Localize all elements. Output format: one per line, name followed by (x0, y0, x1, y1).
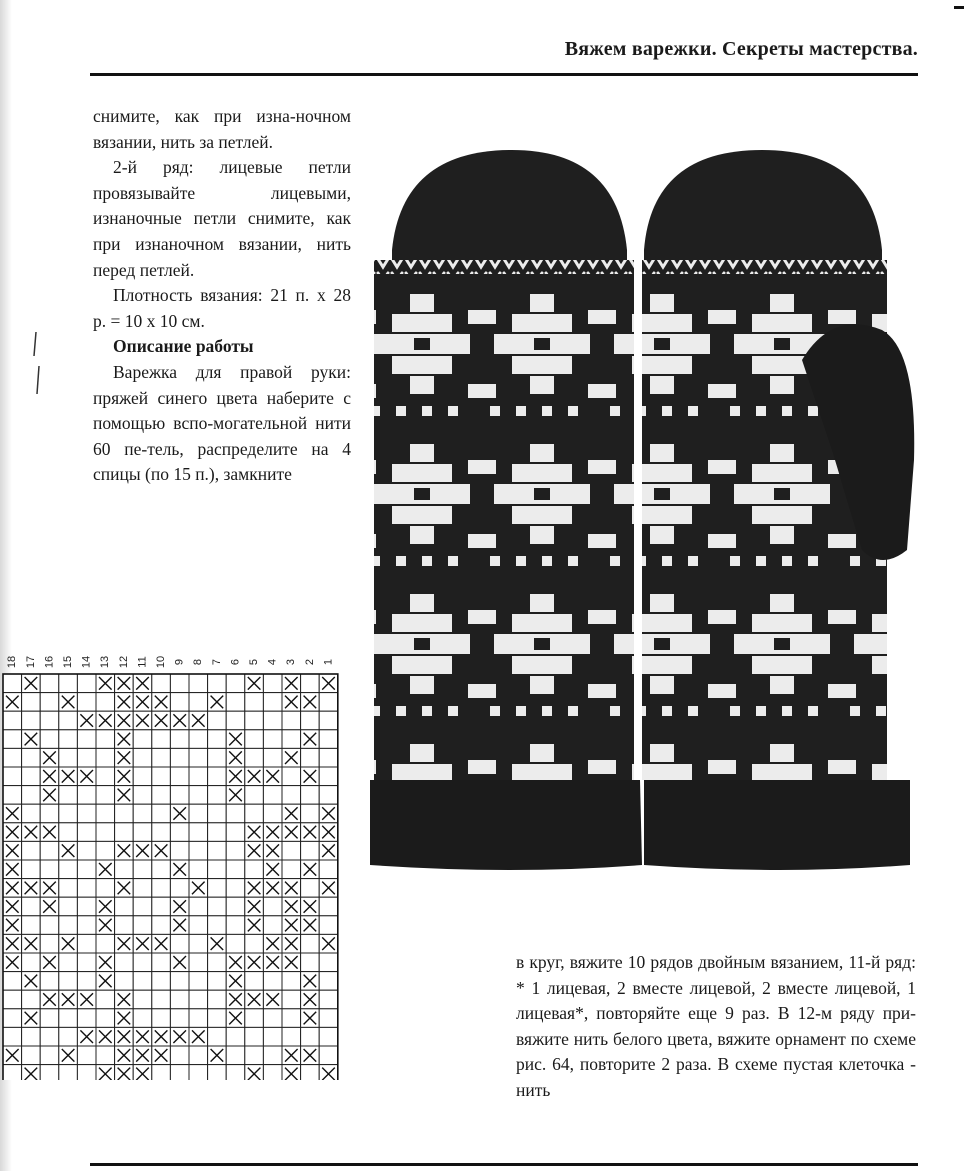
chart-cell (152, 804, 171, 823)
chart-cell (96, 730, 115, 749)
running-title: Вяжем варежки. Секреты мастерства. (564, 38, 918, 60)
chart-cell (40, 972, 59, 991)
chart-cell (263, 897, 282, 916)
chart-cell (96, 804, 115, 823)
section-title: Описание работы (113, 336, 254, 357)
chart-cell (133, 860, 152, 879)
chart-cell (96, 934, 115, 953)
chart-cell (301, 804, 320, 823)
chart-cell (133, 804, 152, 823)
chart-cell (40, 1009, 59, 1028)
mittens-photo (362, 130, 922, 890)
chart-cell (226, 693, 245, 712)
chart-cell (282, 786, 301, 805)
chart-cell (245, 786, 264, 805)
chart-cell (226, 804, 245, 823)
chart-cell (263, 674, 282, 693)
chart-cell (226, 1065, 245, 1080)
chart-cell (115, 860, 134, 879)
chart-cell (77, 953, 96, 972)
chart-cell (245, 934, 264, 953)
chart-cell (319, 1027, 338, 1046)
chart-cell (40, 860, 59, 879)
chart-cell (152, 879, 171, 898)
chart-cell (22, 953, 41, 972)
chart-cell (189, 767, 208, 786)
chart-cell (22, 860, 41, 879)
chart-cell (319, 1065, 338, 1080)
chart-cell (226, 1046, 245, 1065)
chart-cell (152, 972, 171, 991)
chart-cell (282, 730, 301, 749)
chart-cell (40, 1027, 59, 1046)
chart-cell (208, 879, 227, 898)
chart-cell (133, 990, 152, 1009)
chart-cell (152, 953, 171, 972)
chart-cell (133, 879, 152, 898)
chart-cell (22, 711, 41, 730)
chart-cell (22, 693, 41, 712)
corner-mark (954, 6, 964, 9)
chart-cell (170, 841, 189, 860)
chart-cell (208, 674, 227, 693)
chart-cell (59, 1065, 78, 1080)
chart-cell (226, 916, 245, 935)
chart-cell (189, 804, 208, 823)
chart-cell (208, 823, 227, 842)
chart-cell (115, 972, 134, 991)
chart-cell (77, 1009, 96, 1028)
chart-cell (133, 786, 152, 805)
chart-cell (263, 1009, 282, 1028)
chart-cell (170, 674, 189, 693)
chart-cell (208, 972, 227, 991)
chart-cell (282, 990, 301, 1009)
chart-cell (208, 1009, 227, 1028)
pencil-mark-icon (30, 330, 44, 400)
chart-cell (115, 1065, 134, 1080)
chart-cell (170, 730, 189, 749)
chart-cell (115, 953, 134, 972)
chart-cell (40, 1065, 59, 1080)
column-number-label: 11 (136, 656, 149, 668)
chart-cell (115, 897, 134, 916)
chart-cell (208, 860, 227, 879)
chart-cell (96, 823, 115, 842)
chart-cell (59, 711, 78, 730)
chart-cell (77, 693, 96, 712)
chart-cell (77, 674, 96, 693)
column-number-label: 6 (229, 658, 242, 666)
chart-cell (22, 1027, 41, 1046)
chart-cell (152, 674, 171, 693)
chart-cell (77, 748, 96, 767)
chart-cell (77, 841, 96, 860)
chart-cell (22, 916, 41, 935)
chart-cell (133, 748, 152, 767)
chart-cell (208, 786, 227, 805)
chart-cell (59, 786, 78, 805)
header-rule (90, 73, 918, 76)
chart-cell (22, 897, 41, 916)
chart-cell (59, 804, 78, 823)
chart-cell (133, 1009, 152, 1028)
chart-cell (96, 1046, 115, 1065)
chart-cell (189, 674, 208, 693)
chart-cell (77, 823, 96, 842)
bottom-text-column (516, 950, 916, 1104)
chart-cell (189, 990, 208, 1009)
chart-cell (115, 804, 134, 823)
chart-cell (189, 1009, 208, 1028)
chart-cell (96, 841, 115, 860)
column-number-label: 1 (322, 658, 335, 666)
chart-cell (59, 860, 78, 879)
chart-cell (40, 711, 59, 730)
chart-cell (133, 953, 152, 972)
chart-cell (301, 786, 320, 805)
chart-cell (226, 841, 245, 860)
chart-cell (319, 990, 338, 1009)
chart-cell (301, 1065, 320, 1080)
chart-cell (96, 1009, 115, 1028)
chart-cell (77, 916, 96, 935)
chart-cell (301, 953, 320, 972)
chart-cell (208, 897, 227, 916)
chart-cell (282, 1065, 301, 1080)
chart-cell (170, 972, 189, 991)
chart-cell (282, 1009, 301, 1028)
chart-cell (40, 1046, 59, 1065)
chart-cell (301, 711, 320, 730)
chart-cell (301, 748, 320, 767)
chart-cell (245, 693, 264, 712)
chart-cell (301, 934, 320, 953)
chart-cell (208, 767, 227, 786)
chart-cell (263, 1046, 282, 1065)
chart-cell (96, 693, 115, 712)
chart-cell (263, 972, 282, 991)
knitting-chart-svg (0, 640, 352, 1080)
chart-cell (96, 786, 115, 805)
column-number-label: 9 (173, 658, 186, 666)
chart-cell (170, 1065, 189, 1080)
knitting-chart (0, 640, 352, 1080)
chart-cell (226, 879, 245, 898)
column-number-label: 3 (285, 658, 298, 666)
chart-cell (115, 823, 134, 842)
chart-cell (319, 767, 338, 786)
chart-cell (189, 916, 208, 935)
chart-cell (77, 1046, 96, 1065)
chart-cell (3, 674, 22, 693)
chart-cell (263, 730, 282, 749)
chart-cell (282, 767, 301, 786)
chart-cell (319, 916, 338, 935)
paragraph-gauge: Плотность вязания: 21 п. х 28 р. = 10 х 10 см. (93, 285, 351, 331)
chart-cell (208, 711, 227, 730)
chart-cell (59, 823, 78, 842)
chart-cell (59, 674, 78, 693)
chart-cell (59, 748, 78, 767)
chart-cell (59, 972, 78, 991)
chart-cell (263, 1065, 282, 1080)
chart-cell (22, 1046, 41, 1065)
chart-cell (152, 916, 171, 935)
chart-cell (170, 748, 189, 767)
paragraph-row-2: 2-й ряд: лицевые петли провязывайте лицевыми, изнаночные петли снимите, как при изнаночном вязании, нить перед петлей. (93, 157, 351, 280)
right-mitten (642, 150, 914, 870)
chart-cell (319, 786, 338, 805)
chart-cell (152, 990, 171, 1009)
column-number-label: 15 (62, 655, 75, 669)
chart-cell (245, 748, 264, 767)
chart-cell (189, 786, 208, 805)
chart-cell (170, 934, 189, 953)
chart-cell (226, 934, 245, 953)
chart-cell (22, 990, 41, 1009)
chart-cell (226, 674, 245, 693)
chart-cell (263, 786, 282, 805)
chart-cell (245, 804, 264, 823)
chart-cell (40, 693, 59, 712)
chart-cell (96, 767, 115, 786)
chart-cell (40, 916, 59, 935)
chart-cell (245, 860, 264, 879)
column-number-label: 5 (248, 658, 261, 666)
chart-cell (282, 711, 301, 730)
chart-cell (189, 897, 208, 916)
chart-cell (208, 804, 227, 823)
chart-cell (96, 879, 115, 898)
chart-cell (152, 1065, 171, 1080)
chart-cell (245, 972, 264, 991)
chart-cell (282, 972, 301, 991)
chart-cell (77, 730, 96, 749)
chart-cell (170, 879, 189, 898)
chart-cell (77, 897, 96, 916)
chart-cell (245, 1065, 264, 1080)
chart-cell (208, 916, 227, 935)
chart-cell (3, 1009, 22, 1028)
chart-cell (170, 1046, 189, 1065)
chart-cell (170, 786, 189, 805)
chart-cell (263, 1027, 282, 1046)
chart-cell (59, 897, 78, 916)
chart-cell (245, 1009, 264, 1028)
chart-cell (319, 953, 338, 972)
chart-cell (96, 748, 115, 767)
chart-cell (133, 823, 152, 842)
chart-cell (3, 711, 22, 730)
chart-cell (115, 916, 134, 935)
chart-cell (40, 841, 59, 860)
chart-cell (301, 674, 320, 693)
chart-cell (3, 730, 22, 749)
chart-cell (319, 1009, 338, 1028)
chart-cell (245, 1027, 264, 1046)
chart-cell (96, 990, 115, 1009)
column-number-label: 4 (266, 658, 279, 666)
chart-cell (133, 767, 152, 786)
chart-cell (319, 711, 338, 730)
chart-cell (152, 823, 171, 842)
chart-cell (170, 1009, 189, 1028)
chart-cell (59, 953, 78, 972)
chart-cell (226, 897, 245, 916)
chart-cell (208, 1027, 227, 1046)
chart-cell (263, 693, 282, 712)
chart-cell (133, 897, 152, 916)
chart-cell (319, 972, 338, 991)
chart-cell (152, 748, 171, 767)
chart-cell (22, 804, 41, 823)
column-number-label: 17 (24, 655, 37, 669)
chart-cell (22, 748, 41, 767)
chart-cell (319, 1046, 338, 1065)
chart-cell (77, 860, 96, 879)
chart-cell (319, 693, 338, 712)
chart-cell (77, 879, 96, 898)
chart-cell (263, 711, 282, 730)
chart-cell (77, 804, 96, 823)
chart-cell (59, 1027, 78, 1046)
chart-cell (189, 972, 208, 991)
chart-cell (319, 897, 338, 916)
chart-cell (226, 823, 245, 842)
chart-cell (40, 934, 59, 953)
chart-cell (263, 916, 282, 935)
chart-cell (3, 1065, 22, 1080)
chart-cell (3, 786, 22, 805)
chart-cell (282, 860, 301, 879)
chart-cell (189, 860, 208, 879)
chart-cell (263, 804, 282, 823)
chart-cell (170, 990, 189, 1009)
chart-cell (208, 1065, 227, 1080)
chart-cell (133, 730, 152, 749)
chart-cell (319, 730, 338, 749)
chart-cell (40, 804, 59, 823)
chart-cell (40, 674, 59, 693)
paragraph-instructions: в круг, вяжите 10 рядов двойным вязанием, 11-й ряд: * 1 лицевая, 2 вместе лицевой, 2 вместе лицевой, 1 лицевая*, повторяйте еще 9 раз. В 12-м ряду при-вяжите нить белого цвета, вяжите орнамент по схеме рис. 64, повторите 2 раза. В схеме пустая клеточка - нить (516, 952, 916, 1100)
chart-cell (152, 767, 171, 786)
chart-cell (133, 916, 152, 935)
chart-cell (22, 1065, 41, 1080)
chart-cell (282, 1027, 301, 1046)
chart-cell (245, 711, 264, 730)
chart-cell (152, 786, 171, 805)
chart-cell (77, 786, 96, 805)
column-number-label: 8 (192, 658, 205, 666)
chart-cell (77, 934, 96, 953)
column-number-label: 7 (210, 658, 223, 666)
chart-cell (22, 767, 41, 786)
chart-cell (226, 711, 245, 730)
chart-cell (170, 823, 189, 842)
chart-cell (189, 730, 208, 749)
chart-cell (208, 841, 227, 860)
chart-cell (226, 860, 245, 879)
chart-cell (170, 767, 189, 786)
chart-cell (208, 953, 227, 972)
chart-cell (189, 841, 208, 860)
left-mitten (370, 150, 642, 870)
column-number-label: 18 (6, 655, 19, 669)
column-number-label: 2 (303, 658, 316, 666)
column-number-label: 14 (80, 655, 93, 669)
chart-cell (189, 1046, 208, 1065)
chart-cell (208, 990, 227, 1009)
chart-cell (226, 1027, 245, 1046)
chart-cell (133, 1065, 152, 1080)
chart-cell (189, 934, 208, 953)
column-number-label: 16 (43, 655, 56, 669)
chart-cell (245, 1046, 264, 1065)
chart-cell (133, 972, 152, 991)
chart-cell (263, 748, 282, 767)
paragraph-continuation: снимите, как при изна-ночном вязании, нить за петлей. (93, 106, 351, 152)
chart-cell (77, 972, 96, 991)
chart-cell (208, 748, 227, 767)
chart-cell (319, 748, 338, 767)
chart-cell (59, 879, 78, 898)
chart-cell (189, 748, 208, 767)
chart-cell (189, 953, 208, 972)
chart-cell (3, 767, 22, 786)
chart-cell (319, 860, 338, 879)
chart-cell (301, 879, 320, 898)
column-number-label: 13 (99, 655, 112, 669)
chart-cell (208, 730, 227, 749)
column-number-label: 10 (155, 655, 168, 669)
chart-cell (59, 730, 78, 749)
chart-cell (301, 841, 320, 860)
chart-cell (77, 1065, 96, 1080)
chart-cell (3, 1027, 22, 1046)
chart-cell (22, 786, 41, 805)
chart-cell (40, 730, 59, 749)
column-number-label: 12 (117, 655, 130, 669)
chart-cell (301, 1027, 320, 1046)
chart-cell (152, 897, 171, 916)
chart-cell (189, 1065, 208, 1080)
chart-cell (189, 823, 208, 842)
chart-cell (3, 748, 22, 767)
paragraph-description: Варежка для правой руки: пряжей синего цвета наберите с помощью вспо-могательной нити 60 пе-тель, распределите на 4 спицы (по 15 п.), замкните (93, 361, 351, 485)
chart-cell (22, 841, 41, 860)
left-text-column (93, 104, 351, 488)
chart-cell (59, 1009, 78, 1028)
chart-cell (59, 916, 78, 935)
chart-cell (152, 860, 171, 879)
chart-cell (282, 841, 301, 860)
chart-cell (189, 693, 208, 712)
chart-cell (96, 1065, 115, 1080)
chart-cell (152, 1009, 171, 1028)
chart-cell (3, 990, 22, 1009)
chart-cell (152, 730, 171, 749)
chart-cell (245, 730, 264, 749)
chart-cell (170, 693, 189, 712)
footer-rule (90, 1163, 918, 1166)
chart-cell (3, 972, 22, 991)
